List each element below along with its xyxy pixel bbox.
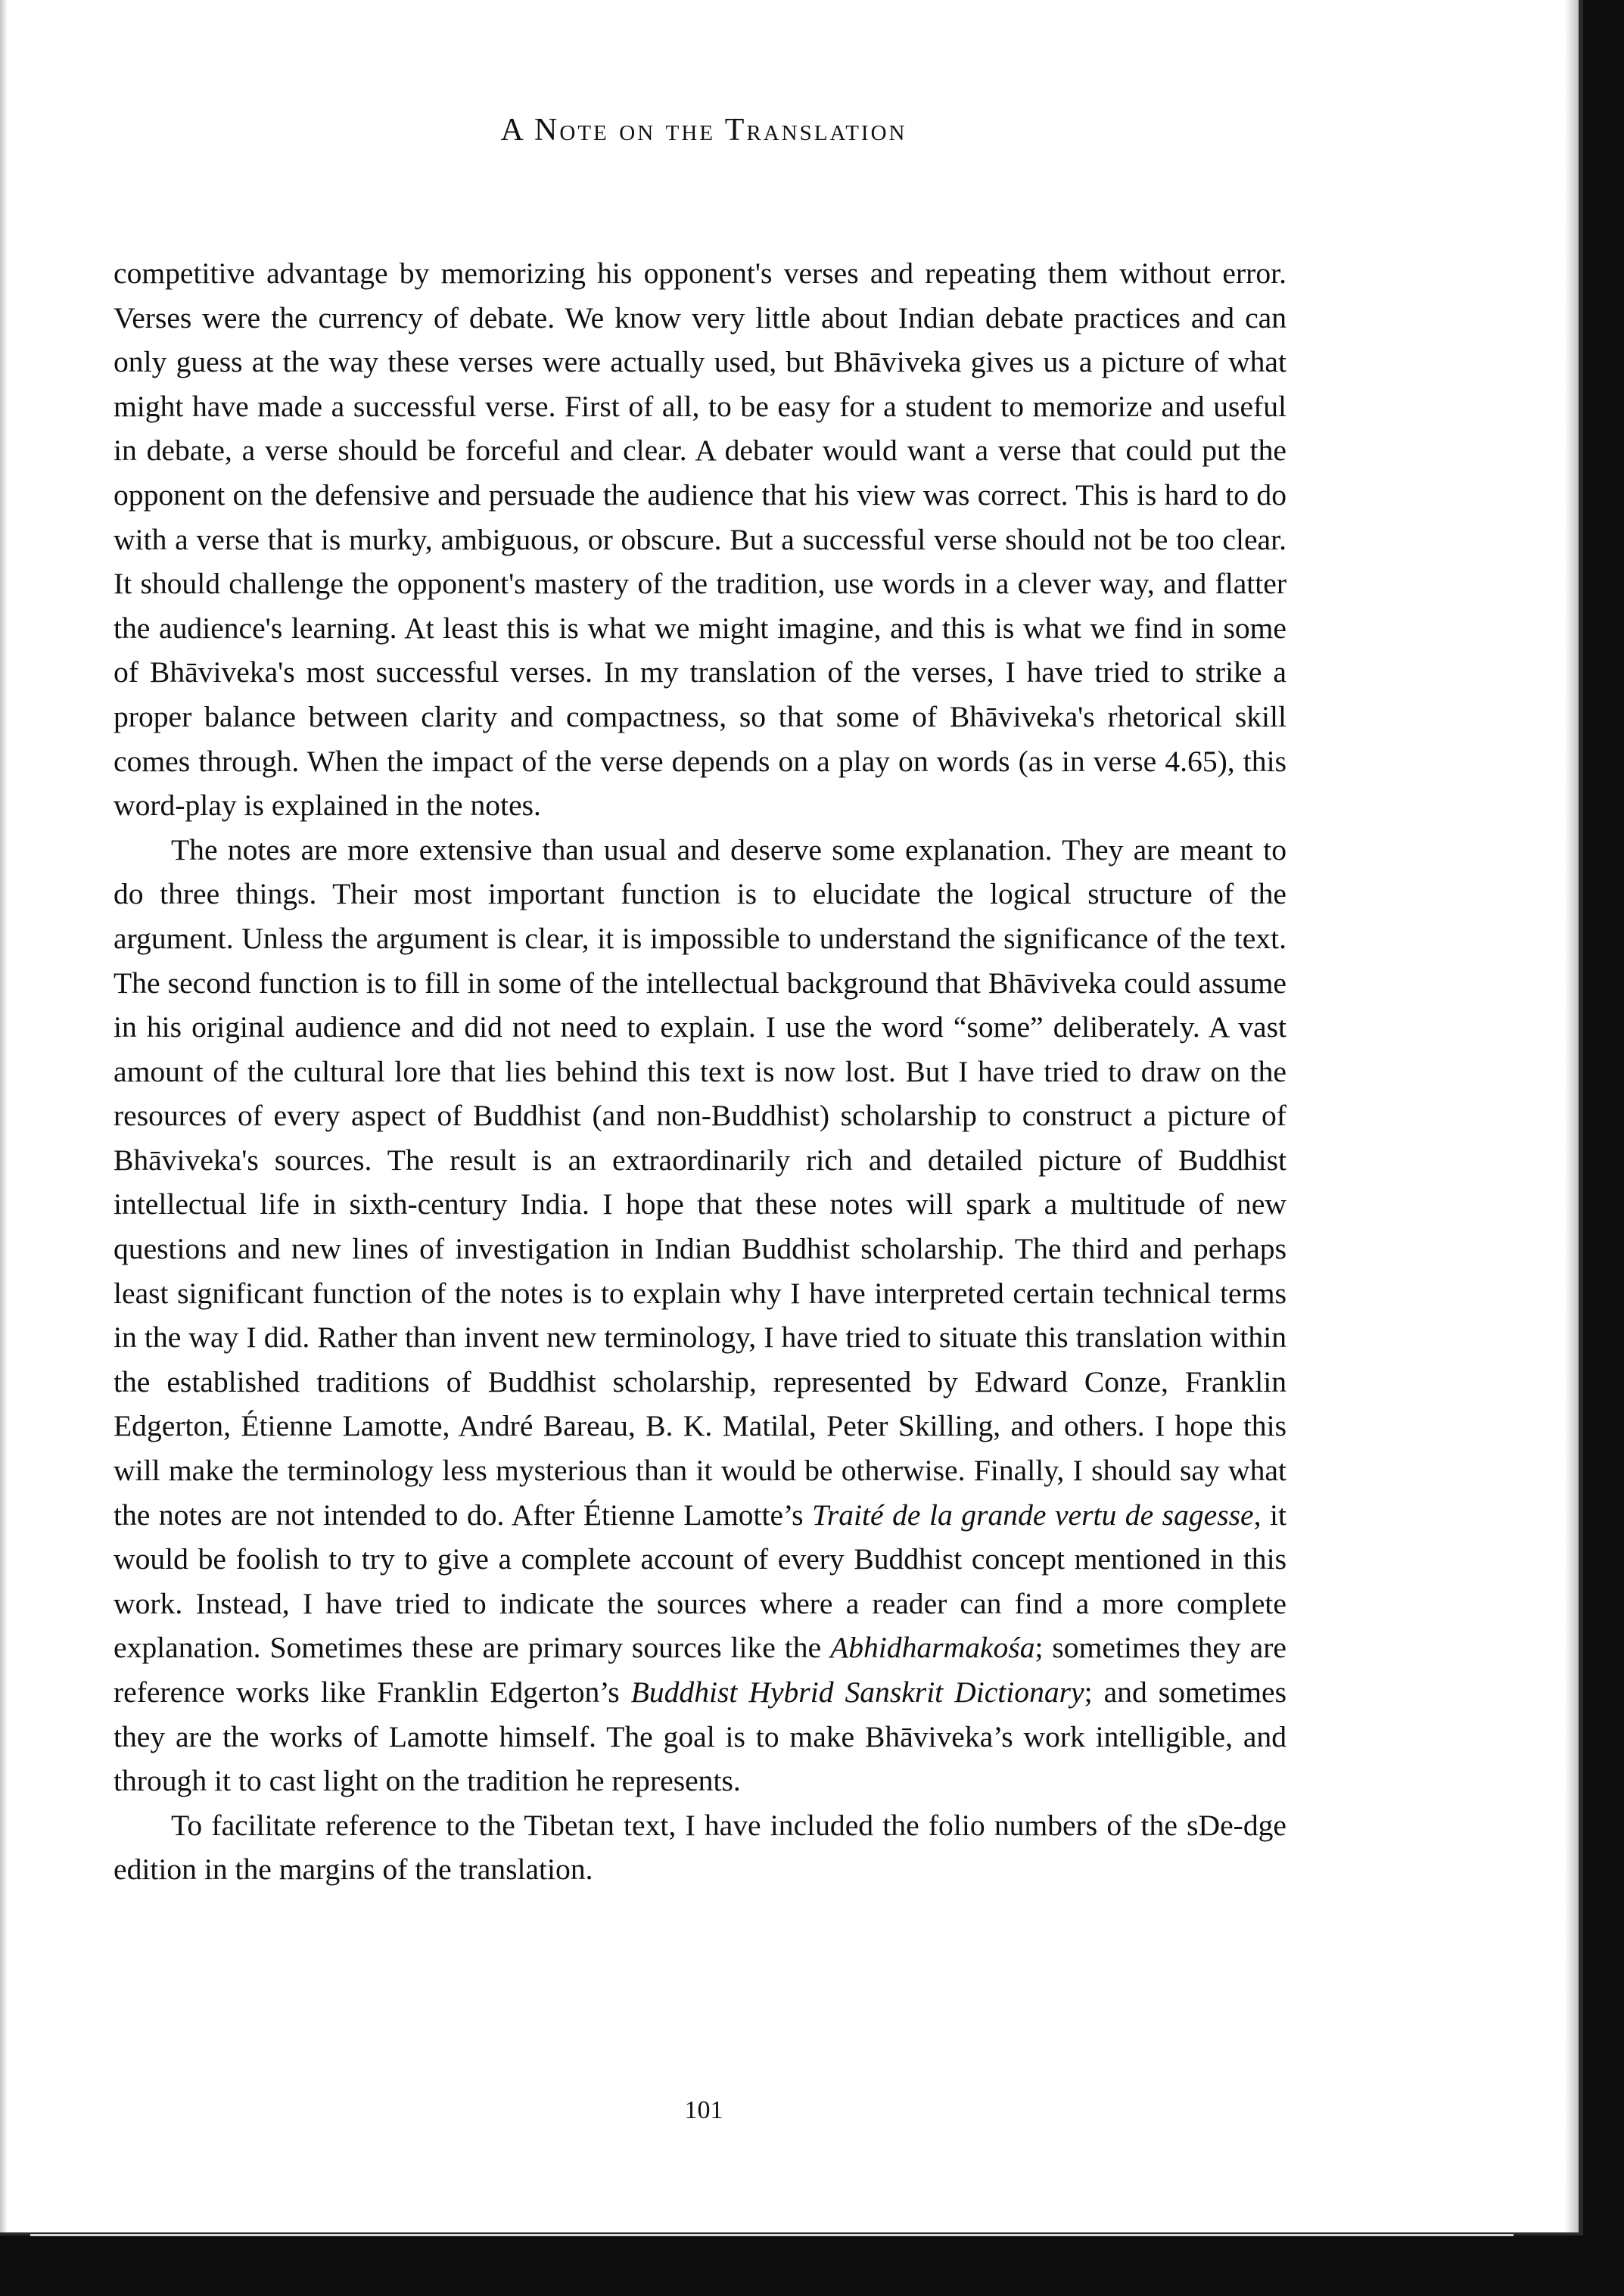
paragraph-2-part-a: The notes are more extensive than usual and deserve some explanation. They are meant to do three things. Their most important function is to elucidate the logical structure of the argument. Unless the argument is clear, it is impossible to understand the significance of the text. The second function is to fill in some of the intellectual background that Bhāviveka could assume in his original audience and did not need to explain. I use the word “some” deliberately. A vast amount of the cultural lore that lies behind this text is now lost. But I have tried to draw on the resources of every aspect of Buddhist (and non-Buddhist) scholarship to construct a picture of Bhāviveka's sources. The result is an extraordinarily rich and detailed picture of Buddhist intellectual life in sixth-century India. I hope that these notes will spark a multitude of new questions and new lines of investigation in Indian Buddhist scholarship. The third and perhaps least significant function of the notes is to explain why I have interpreted certain technical terms in the way I did. Rather than invent new terminology, I have tried to situate this translation within the established traditions of Buddhist scholarship, represented by Edward Conze, Franklin Edgerton, Étienne Lamotte, André Bareau, B. K. Matilal, Peter Skilling, and others. I hope this will make the terminology less mysterious than it would be otherwise. Finally, I should say what the notes are not intended to do. After Étienne Lamotte’s	[114, 832, 1286, 1532]
paragraph-1: competitive advantage by memorizing his opponent's verses and repeating them without error. Verses were the currency of debate. We know very little about Indian debate practices and can only guess at the way these verses were actually used, but Bhāviveka gives us a picture of what might have made a successful verse. First of all, to be easy for a student to memorize and useful in debate, a verse should be forceful and clear. A debater would want a verse that could put the opponent on the defensive and persuade the audience that his view was correct. This is hard to do with a verse that is murky, ambiguous, or obscure. But a successful verse should not be too clear. It should challenge the opponent's mastery of the tradition, use words in a clever way, and flatter the audience's learning. At least this is what we might imagine, and this is what we find in some of Bhāviveka's most successful verses. In my translation of the verses, I have tried to strike a proper balance between clarity and compactness, so that some of Bhāviveka's rhetorical skill comes through. When the impact of the verse depends on a play on words (as in verse 4.65), this word-play is explained in the notes.	[114, 257, 1286, 823]
paragraph-2-part-b: , it would be foolish to try to give a complete account of every Buddhist concept mentioned in this work. Instead, I have tried to indicate the sources where a reader can find a more complete explanation. Sometimes these are primary sources like the	[114, 1498, 1287, 1665]
main-text	[114, 251, 1286, 1892]
paragraph-3: To facilitate reference to the Tibetan text, I have included the folio numbers of the sDe-dge edition in the margins of the translation.	[114, 1808, 1286, 1887]
page-bottom-edge	[30, 2234, 1514, 2236]
page-number: 101	[684, 2096, 723, 2124]
paragraph-2	[114, 828, 1286, 1803]
book-title-bhsd: Buddhist Hybrid Sanskrit Dictionary	[630, 1675, 1084, 1709]
book-title-traite: Traité de la grande vertu de sagesse	[812, 1498, 1254, 1532]
paragraph-2-part-d: ; and sometimes they are the works of Lamotte himself. The goal is to make Bhāviveka’s work intelligible, and through it to cast light on the tradition he represents.	[114, 1675, 1286, 1798]
running-title: A Note on the Translation	[500, 113, 907, 148]
book-title-abhidharmakosa: Abhidharmakośa	[830, 1631, 1035, 1665]
scan-shadow-left	[0, 0, 8, 2232]
scan-shadow-right	[1565, 0, 1579, 2232]
paragraph-2-part-c: ; sometimes they are reference works like Franklin Edgerton’s	[114, 1631, 1286, 1709]
